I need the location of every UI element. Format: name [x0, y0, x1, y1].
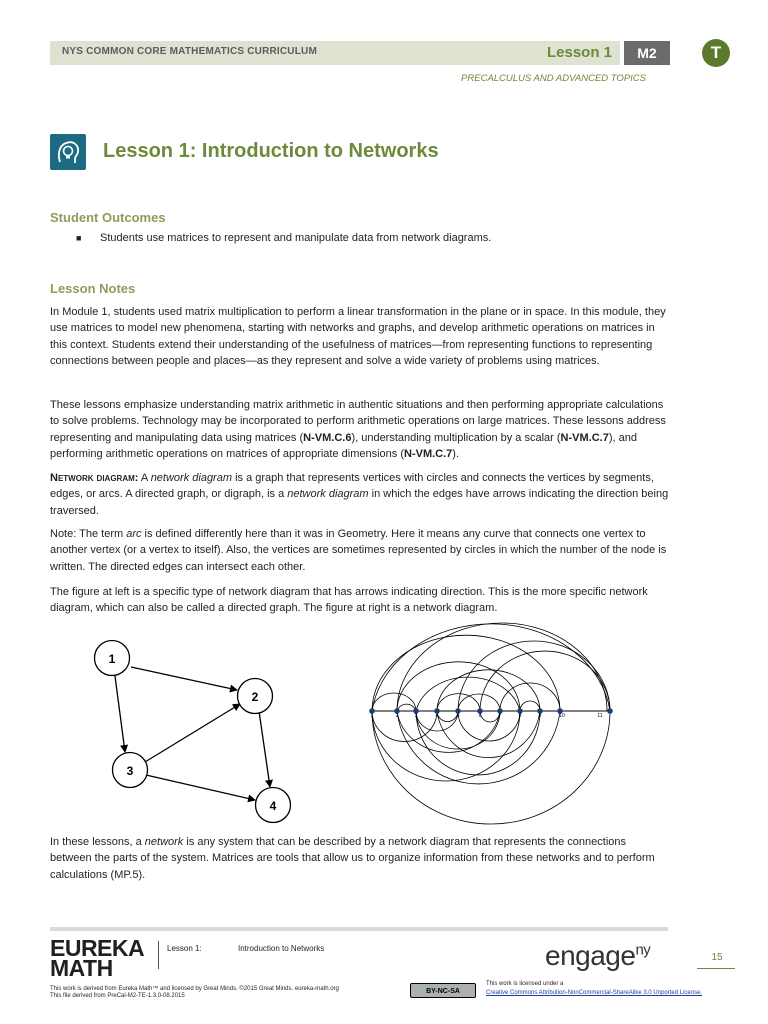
edge-1-2: [131, 667, 237, 690]
network-node-label: 2: [395, 713, 399, 719]
credit-line: This work is derived from Eureka Math™ and licensed by Great Minds. ©2015 Great Minds. eureka-math.org: [50, 986, 339, 992]
node-label: 3: [126, 764, 134, 778]
arc: [480, 651, 610, 711]
course-label: PRECALCULUS AND ADVANCED TOPICS: [461, 73, 646, 84]
arc: [397, 704, 416, 711]
arc: [372, 693, 416, 711]
network-node: [607, 708, 613, 714]
arc: [372, 624, 610, 711]
arc: [397, 711, 500, 752]
arc: [480, 711, 500, 722]
paragraph-figures: The figure at left is a specific type of network diagram that has arrows indicating direction. This is the more specific network diagram, which can also be called a directed graph. The figure at right is a network diagram.: [50, 586, 648, 615]
text-run: is a graph that represents vertices with circles and connects the vertices by segments, edges, or arcs. A directed graph, or digraph, is a: [50, 472, 654, 501]
definition-term: Network diagram:: [50, 472, 139, 484]
paragraph-module-intro: In Module 1, students used matrix multiplication to perform a linear transformation in the plane or in space. In this module, they use matrices to model new phenomena, starting with networks and graphs, and develop arithmetic operations on matrices in this context. Students extend their understanding of the usefulness of matrices—from representing functions to representing connections between people and places—as they represent and solve a wide variety of problems using matrices.: [50, 306, 666, 367]
text-run: ).: [452, 447, 460, 460]
network-diagram: [369, 623, 613, 824]
footer-divider: [158, 941, 159, 969]
arc: [500, 683, 560, 711]
digraph-node-4: [256, 788, 291, 823]
edge-3-2: [145, 704, 240, 762]
page-number-underline: [697, 968, 735, 969]
lesson-notes-heading: Lesson Notes: [50, 281, 136, 296]
paragraph-note: [50, 526, 670, 575]
lightbulb-head-icon: [50, 134, 86, 170]
node-label: 4: [269, 799, 277, 813]
arc: [372, 635, 560, 711]
eureka-logo-line2: MATH: [50, 955, 113, 981]
italic-term: arc: [126, 528, 142, 540]
module-badge: M2: [624, 41, 670, 65]
outcome-bullet: Students use matrices to represent and manipulate data from network diagrams.: [100, 232, 492, 244]
bullet-marker: ■: [76, 233, 82, 243]
digraph-node-2: [238, 679, 273, 714]
text-run: ), and performing arithmetic operations on matrices of appropriate dimensions (: [50, 431, 637, 460]
text-run: In these lessons, a: [50, 836, 145, 848]
license-text: This work is licensed under a: [486, 981, 564, 987]
edge-3-4: [146, 775, 255, 800]
arc: [437, 711, 458, 722]
text-run: ), understanding multiplication by a scalar (: [351, 431, 561, 444]
directed-graph: [95, 641, 291, 823]
teacher-badge: T: [702, 39, 730, 67]
edge-2-4: [259, 711, 270, 787]
text-run: is defined differently here than it was in Geometry. Here it means any curve that connects one vertex to another vertex (or a vertex to itself). Also, the vertices are sometimes represented by circles in which the number of the node is written. The directed edges can intersect each other.: [50, 528, 667, 573]
paragraph-definition: [50, 470, 670, 519]
network-node-label: 3: [414, 713, 418, 719]
digraph-node-1: [95, 641, 130, 676]
text-run: A: [138, 472, 151, 484]
page-number: 15: [711, 952, 723, 963]
standard-code: N-VM.C.6: [303, 431, 352, 444]
network-node-label: 4: [435, 713, 439, 719]
header-bar: [50, 41, 620, 65]
footer-rule: [50, 927, 668, 931]
italic-term: network diagram: [150, 472, 233, 484]
text-run: in which the edges have arrows indicating the direction being traversed.: [50, 488, 669, 517]
arc: [372, 711, 610, 824]
network-node-label: 10: [559, 713, 565, 719]
arc: [397, 623, 607, 711]
footer-lesson-title: Introduction to Networks: [238, 944, 325, 953]
eureka-logo-line1: EUREKA: [50, 935, 145, 961]
arc: [520, 701, 540, 711]
network-node-label: 8: [518, 713, 522, 719]
network-node-label: 11: [597, 713, 603, 719]
italic-term: network diagram: [287, 488, 369, 501]
text-run: is any system that can be described by a network diagram that represents the connections between the parts of the system. Matrices are tools that allow us to organize information from these networks and to perform calculations (MP.5).: [50, 836, 655, 881]
arc: [437, 711, 540, 758]
page-title: Lesson 1: Introduction to Networks: [103, 140, 439, 162]
lesson-label: Lesson 1: [546, 44, 612, 61]
node-label: 2: [251, 690, 259, 704]
network-node-label: 1: [370, 713, 374, 719]
network-figures: [0, 620, 768, 830]
arc: [397, 711, 560, 784]
italic-term: network: [144, 836, 184, 848]
paragraph-emphasis: [50, 397, 670, 462]
network-node-label: 7: [498, 713, 502, 719]
engageny-logo: [545, 940, 650, 972]
standard-code: N-VM.C.7: [404, 447, 453, 460]
network-node-label: 9: [538, 713, 542, 719]
arc: [416, 677, 520, 711]
text-run: These lessons emphasize understanding matrix arithmetic in authentic situations and then performing appropriate calculations to solve problems. Technology may be incorporated to perform arithmetic operations on large matrices. These lessons address representing and manipulating data using matrices (: [50, 399, 666, 444]
standard-code: N-VM.C.7: [560, 431, 609, 444]
node-label: 1: [108, 652, 116, 666]
file-line: This file derived from PreCal-M2-TE-1.3.0-08.2015: [50, 993, 185, 999]
student-outcomes-heading: Student Outcomes: [50, 210, 166, 225]
license-link[interactable]: Creative Commons Attribution-NonCommercial-ShareAlike 3.0 Unported License.: [486, 990, 703, 996]
network-node-label: 5: [456, 713, 460, 719]
ny-text: ny: [635, 941, 651, 959]
curriculum-label: NYS COMMON CORE MATHEMATICS CURRICULUM: [62, 46, 317, 57]
text-run: Note: The term: [50, 528, 127, 540]
network-node-label: 6: [478, 713, 482, 719]
edge-1-3: [115, 676, 125, 752]
digraph-node-3: [113, 753, 148, 788]
cc-license-badge: BY-NC-SA: [410, 983, 476, 998]
footer-lesson: Lesson 1:: [167, 944, 202, 953]
paragraph-network-def: [50, 834, 670, 883]
engage-text: engage: [545, 940, 636, 971]
arc: [437, 670, 540, 711]
